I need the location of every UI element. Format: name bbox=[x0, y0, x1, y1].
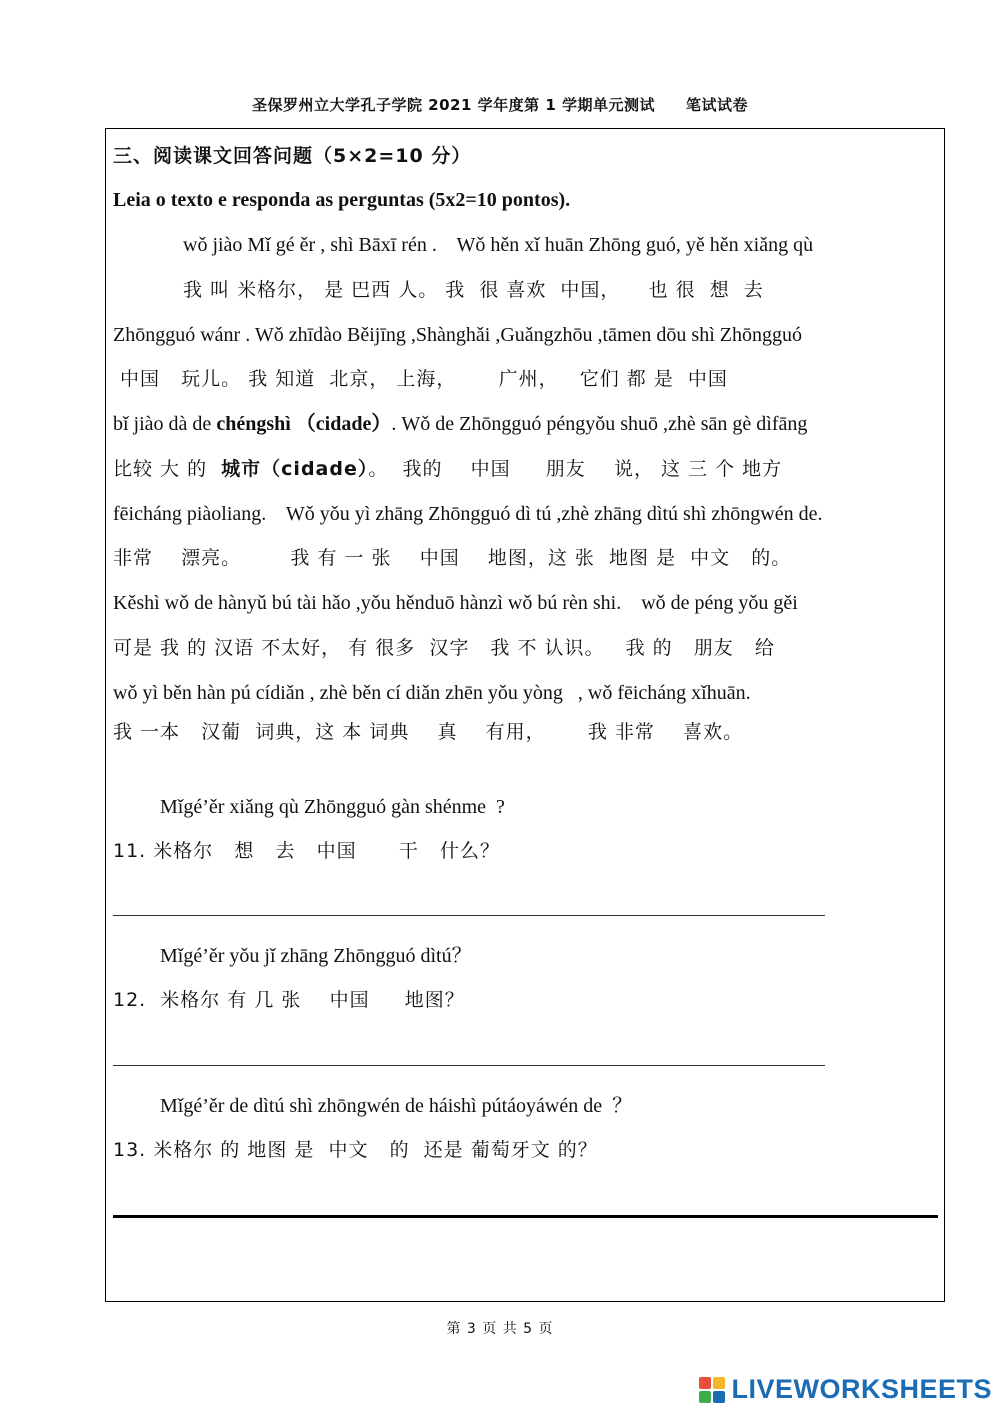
liveworksheets-logo-icon bbox=[699, 1375, 727, 1405]
section-title-pt: Leia o texto e responda as perguntas (5x2=10 pontos). bbox=[113, 189, 571, 211]
passage-hanzi-5: 可是 我 的 汉语 不太好， 有 很多 汉字 我 不 认识。 我 的 朋友 给 bbox=[113, 637, 775, 659]
passage-pinyin-2: Zhōngguó wánr . Wǒ zhīdào Běijīng ,Shànghǎi ,Guǎngzhōu ,tāmen dōu shì Zhōngguó bbox=[113, 324, 802, 346]
passage-keyword-hanzi: 城市（cidade） bbox=[221, 458, 369, 480]
question-12-label: 12. 米格尔 有 几 张 中国 地图？ bbox=[113, 989, 465, 1011]
passage-pinyin-3 bbox=[113, 411, 807, 437]
logo-square-green bbox=[699, 1391, 711, 1403]
page-number: 第 3 页 共 5 页 bbox=[446, 1321, 554, 1337]
question-11-label: 11. 米格尔 想 去 中国 干 什么？ bbox=[113, 840, 500, 862]
passage-hanzi-3c: 。 我的 中国 朋友 说， 这 三 个 地方 bbox=[368, 458, 783, 480]
passage-hanzi-3a: 比较 大 的 bbox=[113, 458, 222, 480]
question-13-pinyin: Mǐgé’ěr de dìtú shì zhōngwén de háishì pútáoyáwén de ？ bbox=[160, 1095, 633, 1117]
logo-square-yellow bbox=[713, 1377, 725, 1389]
liveworksheets-logo bbox=[699, 1374, 992, 1405]
liveworksheets-logo-text: LIVEWORKSHEETS bbox=[731, 1374, 992, 1404]
passage-hanzi-2: 中国 玩儿。 我 知道 北京， 上海， 广州， 它们 都 是 中国 bbox=[113, 368, 728, 390]
page-header: 圣保罗州立大学孔子学院 2021 学年度第 1 学期单元测试 笔试试卷 bbox=[251, 96, 749, 114]
answer-line-12[interactable] bbox=[113, 1065, 825, 1066]
passage-pinyin-3c: . Wǒ de Zhōngguó péngyǒu shuō ,zhè sān gè dìfāng bbox=[391, 413, 808, 435]
passage-keyword-pinyin: chéngshì （cidade） bbox=[216, 413, 392, 435]
passage-hanzi-4: 非常 漂亮。 我 有 一 张 中国 地图，这 张 地图 是 中文 的。 bbox=[113, 547, 792, 569]
section-title-cn: 三、阅读课文回答问题（5×2=10 分） bbox=[113, 145, 472, 167]
passage-hanzi-6: 我 一本 汉葡 词典，这 本 词典 真 有用， 我 非常 喜欢。 bbox=[113, 721, 744, 743]
question-13-label: 13. 米格尔 的 地图 是 中文 的 还是 葡萄牙文 的？ bbox=[113, 1139, 598, 1161]
passage-hanzi-3 bbox=[113, 456, 782, 482]
logo-square-blue bbox=[713, 1391, 725, 1403]
passage-pinyin-6: wǒ yì běn hàn pú cídiǎn , zhè běn cí diǎn zhēn yǒu yòng , wǒ fēicháng xǐhuān. bbox=[113, 682, 751, 704]
content-frame bbox=[105, 128, 945, 1302]
passage-pinyin-5: Kěshì wǒ de hànyǔ bú tài hǎo ,yǒu hěnduō hànzì wǒ bú rèn shi. wǒ de péng yǒu gěi bbox=[113, 592, 798, 614]
answer-line-11[interactable] bbox=[113, 915, 825, 916]
passage-hanzi-1: 我 叫 米格尔， 是 巴西 人。 我 很 喜欢 中国， 也 很 想 去 bbox=[183, 279, 764, 301]
question-12-pinyin: Mǐgé’ěr yǒu jǐ zhāng Zhōngguó dìtú？ bbox=[160, 945, 472, 967]
logo-square-red bbox=[699, 1377, 711, 1389]
answer-line-13[interactable] bbox=[113, 1215, 938, 1218]
passage-pinyin-1: wǒ jiào Mǐ gé ěr , shì Bāxī rén . Wǒ hěn xǐ huān Zhōng guó, yě hěn xiǎng qù bbox=[183, 234, 814, 256]
question-11-pinyin: Mǐgé’ěr xiǎng qù Zhōngguó gàn shénme ? bbox=[160, 796, 505, 818]
passage-pinyin-3a: bǐ jiào dà de bbox=[113, 413, 217, 435]
passage-pinyin-4: fēicháng piàoliang. Wǒ yǒu yì zhāng Zhōngguó dì tú ,zhè zhāng dìtú shì zhōngwén de. bbox=[113, 503, 823, 525]
